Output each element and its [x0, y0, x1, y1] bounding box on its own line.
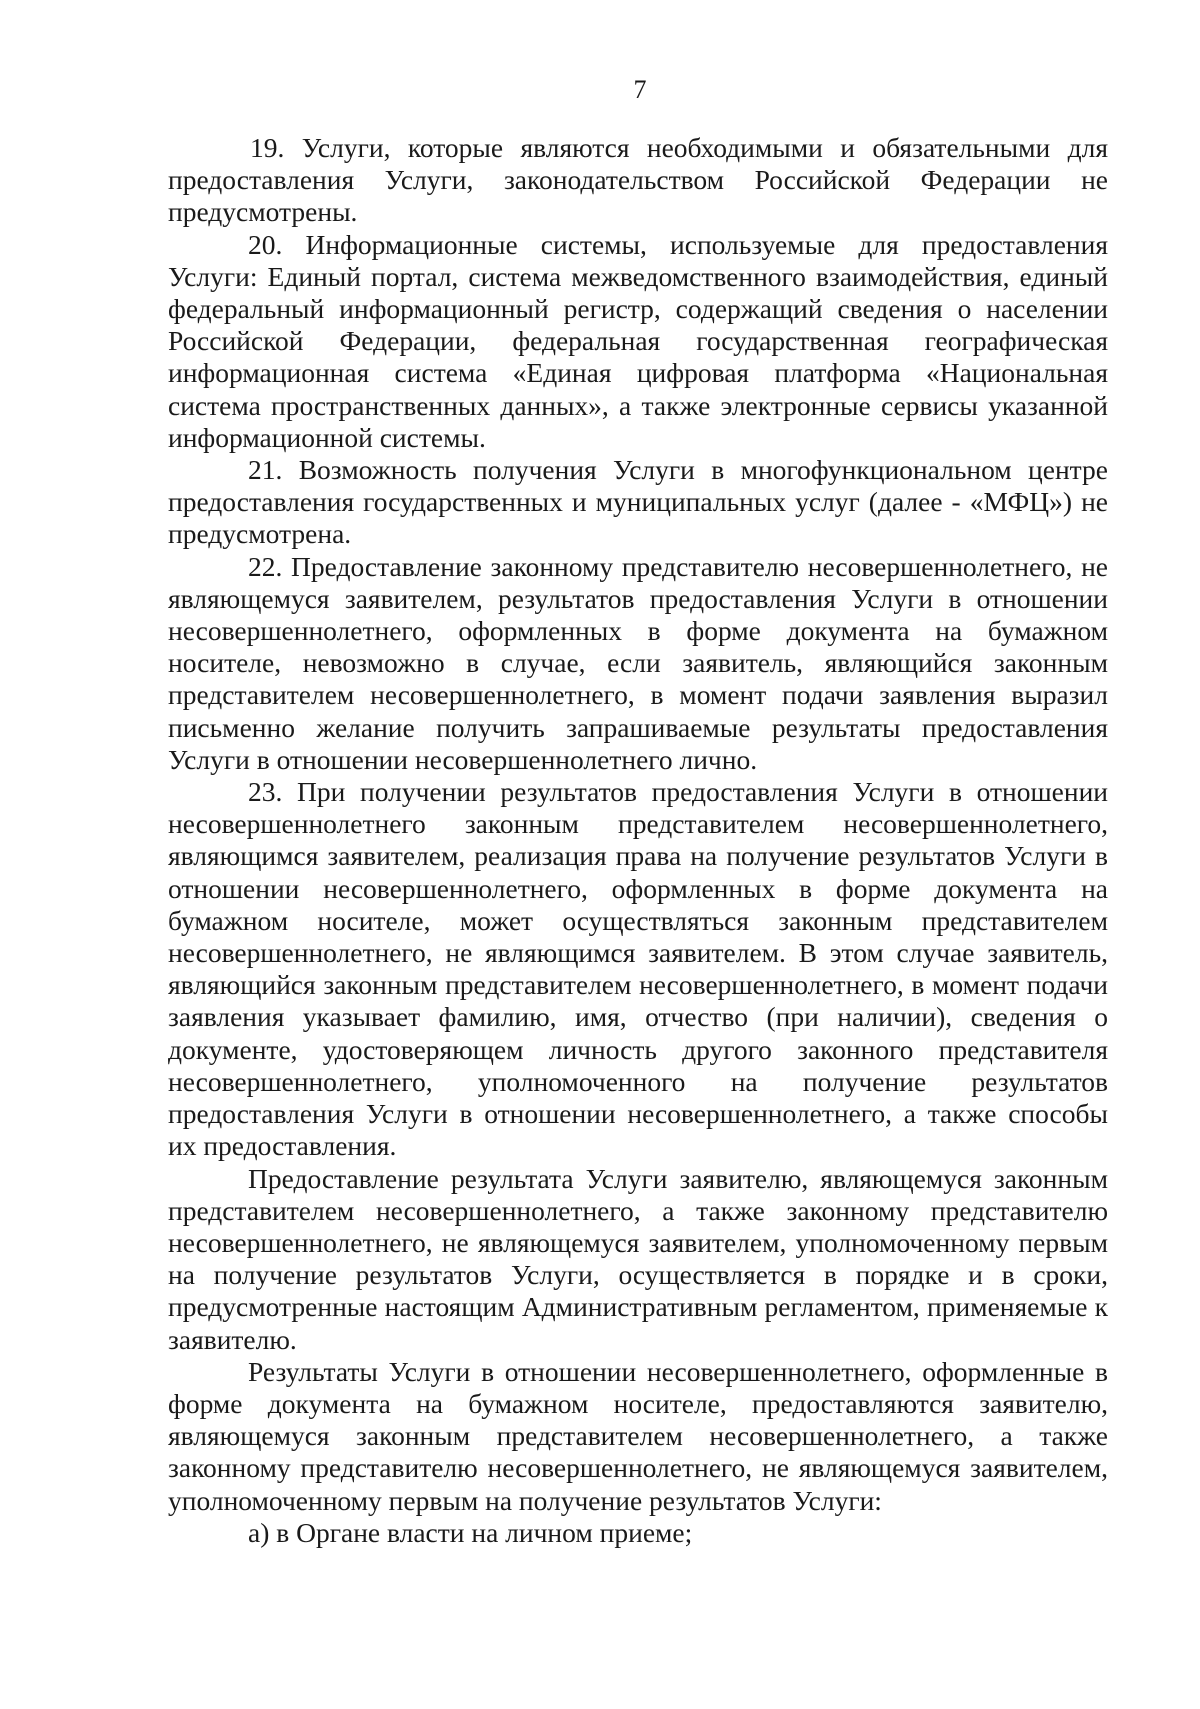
paragraph-20: 20. Информационные системы, используемые для предоставления Услуги: Единый портал, система межведомственного взаимодействия, единый федеральный информационный регистр, содержащий сведения о населении Российской Федерации, федеральная государственная географическая информационная система «Единая цифровая платформа «Национальная система пространственных данных», а также электронные сервисы указанной информационной системы.	[168, 228, 1108, 453]
paragraph-results-paper: Результаты Услуги в отношении несовершеннолетнего, оформленные в форме документа на бумажном носителе, предоставляются заявителю, являющемуся законным представителем несовершеннолетнего, а также законному представителю несовершеннолетнего, не являющемуся заявителем, уполномоченному первым на получение результатов Услуги:	[168, 1355, 1108, 1516]
paragraph-22: 22. Предоставление законному представителю несовершеннолетнего, не являющемуся заявителем, результатов предоставления Услуги в отношении несовершеннолетнего, оформленных в форме документа на бумажном носителе, невозможно в случае, если заявитель, являющийся законным представителем несовершеннолетнего, в момент подачи заявления выразил письменно желание получить запрашиваемые результаты предоставления Услуги в отношении несовершеннолетнего лично.	[168, 550, 1108, 775]
paragraph-23: 23. При получении результатов предоставления Услуги в отношении несовершеннолетнего законным представителем несовершеннолетнего, являющимся заявителем, реализация права на получение результатов Услуги в отношении несовершеннолетнего, оформленных в форме документа на бумажном носителе, может осуществляться законным представителем несовершеннолетнего, не являющимся заявителем. В этом случае заявитель, являющийся законным представителем несовершеннолетнего, в момент подачи заявления указывает фамилию, имя, отчество (при наличии), сведения о документе, удостоверяющем личность другого законного представителя несовершеннолетнего, уполномоченного на получение результатов предоставления Услуги в отношении несовершеннолетнего, а также способы их предоставления.	[168, 776, 1108, 1162]
paragraph-19: 19. Услуги, которые являются необходимыми и обязательными для предоставления Услуги, законодательством Российской Федерации не предусмотрены.	[168, 132, 1108, 228]
list-item-a: а) в Органе власти на личном приеме;	[248, 1516, 693, 1548]
paragraph-21: 21. Возможность получения Услуги в многофункциональном центре предоставления государственных и муниципальных услуг (далее - «МФЦ») не предусмотрена.	[168, 454, 1108, 550]
document-body	[168, 132, 1108, 1549]
paragraph-result-delivery: Предоставление результата Услуги заявителю, являющемуся законным представителем несовершеннолетнего, а также законному представителю несовершеннолетнего, не являющемуся заявителем, уполномоченному первым на получение результатов Услуги, осуществляется в порядке и в сроки, предусмотренные настоящим Административным регламентом, применяемые к заявителю.	[168, 1162, 1108, 1355]
page-number: 7	[633, 75, 647, 104]
